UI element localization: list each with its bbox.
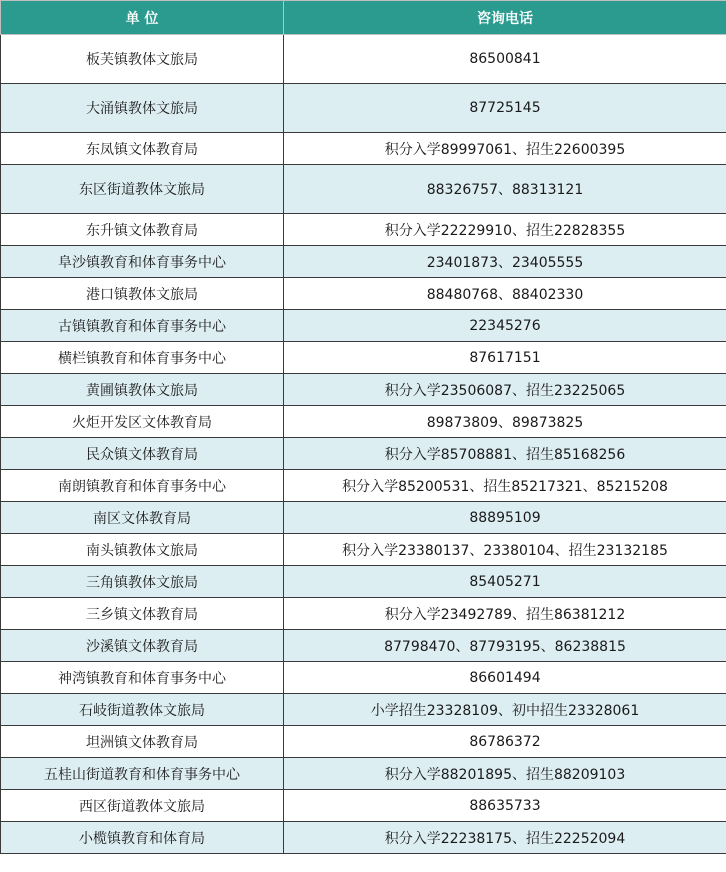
table-row (1, 310, 726, 342)
unit-cell: 东凤镇文体教育局 (1, 133, 284, 165)
table-row (1, 662, 726, 694)
table-header-row (1, 1, 726, 35)
phone-cell: 87798470、87793195、86238815 (284, 630, 726, 662)
phone-cell: 85405271 (284, 566, 726, 598)
unit-cell: 港口镇教体文旅局 (1, 278, 284, 310)
unit-cell: 火炬开发区文体教育局 (1, 406, 284, 438)
phone-cell: 87617151 (284, 342, 726, 374)
unit-cell: 大涌镇教体文旅局 (1, 84, 284, 133)
phone-cell: 86601494 (284, 662, 726, 694)
table-row (1, 133, 726, 165)
table-row (1, 84, 726, 133)
phone-cell: 86500841 (284, 35, 726, 84)
phone-cell: 88326757、88313121 (284, 165, 726, 214)
unit-cell: 阜沙镇教育和体育事务中心 (1, 246, 284, 278)
phone-cell: 积分入学23492789、招生86381212 (284, 598, 726, 630)
phone-cell: 小学招生23328109、初中招生23328061 (284, 694, 726, 726)
table-row (1, 342, 726, 374)
table-row (1, 438, 726, 470)
table-row (1, 822, 726, 854)
phone-cell: 88635733 (284, 790, 726, 822)
unit-cell: 板芙镇教体文旅局 (1, 35, 284, 84)
phone-cell: 积分入学22229910、招生22828355 (284, 214, 726, 246)
unit-cell: 坦洲镇文体教育局 (1, 726, 284, 758)
phone-cell: 积分入学23506087、招生23225065 (284, 374, 726, 406)
phone-cell: 积分入学88201895、招生88209103 (284, 758, 726, 790)
table-row (1, 214, 726, 246)
unit-cell: 东升镇文体教育局 (1, 214, 284, 246)
table-row (1, 406, 726, 438)
unit-cell: 三角镇教体文旅局 (1, 566, 284, 598)
phone-cell: 积分入学89997061、招生22600395 (284, 133, 726, 165)
unit-cell: 南区文体教育局 (1, 502, 284, 534)
table-row (1, 758, 726, 790)
unit-cell: 古镇镇教育和体育事务中心 (1, 310, 284, 342)
unit-cell: 小榄镇教育和体育局 (1, 822, 284, 854)
table-row (1, 470, 726, 502)
table-row (1, 246, 726, 278)
table-row (1, 790, 726, 822)
unit-cell: 神湾镇教育和体育事务中心 (1, 662, 284, 694)
phone-cell: 87725145 (284, 84, 726, 133)
unit-cell: 横栏镇教育和体育事务中心 (1, 342, 284, 374)
table-row (1, 374, 726, 406)
table-row (1, 566, 726, 598)
phone-cell: 88895109 (284, 502, 726, 534)
phone-cell: 86786372 (284, 726, 726, 758)
table-row (1, 630, 726, 662)
unit-cell: 南头镇教体文旅局 (1, 534, 284, 566)
table-row (1, 502, 726, 534)
phone-cell: 22345276 (284, 310, 726, 342)
table-row (1, 278, 726, 310)
unit-cell: 三乡镇文体教育局 (1, 598, 284, 630)
table-row (1, 35, 726, 84)
header-phone: 咨询电话 (284, 1, 726, 35)
unit-cell: 沙溪镇文体教育局 (1, 630, 284, 662)
unit-cell: 东区街道教体文旅局 (1, 165, 284, 214)
unit-cell: 黄圃镇教体文旅局 (1, 374, 284, 406)
unit-cell: 民众镇文体教育局 (1, 438, 284, 470)
table-row (1, 726, 726, 758)
phone-cell: 积分入学85708881、招生85168256 (284, 438, 726, 470)
table-row (1, 165, 726, 214)
table-row (1, 534, 726, 566)
phone-cell: 88480768、88402330 (284, 278, 726, 310)
table-row (1, 598, 726, 630)
unit-cell: 五桂山街道教育和体育事务中心 (1, 758, 284, 790)
unit-cell: 石岐街道教体文旅局 (1, 694, 284, 726)
phone-cell: 积分入学85200531、招生85217321、85215208 (284, 470, 726, 502)
table-row (1, 694, 726, 726)
unit-cell: 南朗镇教育和体育事务中心 (1, 470, 284, 502)
header-unit: 单 位 (1, 1, 284, 35)
unit-cell: 西区街道教体文旅局 (1, 790, 284, 822)
phone-cell: 23401873、23405555 (284, 246, 726, 278)
phone-cell: 89873809、89873825 (284, 406, 726, 438)
phone-cell: 积分入学23380137、23380104、招生23132185 (284, 534, 726, 566)
phone-cell: 积分入学22238175、招生22252094 (284, 822, 726, 854)
